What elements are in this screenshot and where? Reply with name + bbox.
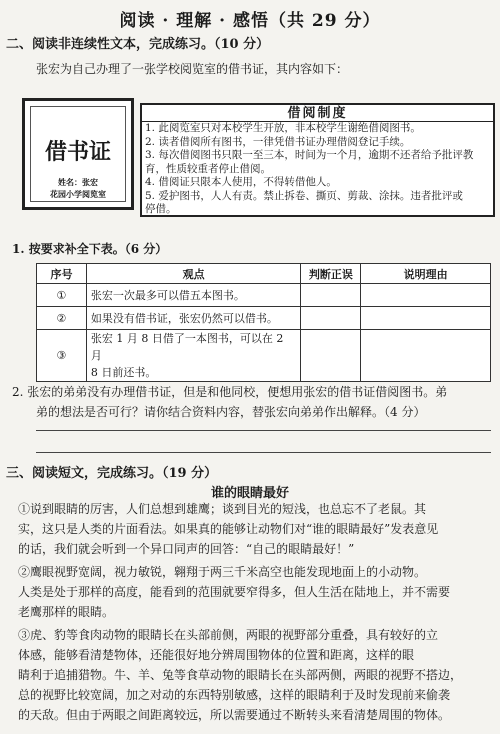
answer-line[interactable]	[36, 430, 491, 431]
article-line: ②鹰眼视野宽阔，视力敏锐，翱翔于两三千米高空也能发现地面上的小动物。	[18, 565, 427, 579]
article-line: 人类是处于那样的高度，能看到的范围就要窄得多，但人生活在陆地上，并不需要	[18, 585, 451, 599]
answer-table	[36, 263, 491, 382]
borrowing-rules-box	[140, 103, 495, 217]
question-1-label: 1. 按要求补全下表。（6 分）	[12, 242, 168, 256]
row-view: 张宏一次最多可以借五本图书。	[86, 284, 300, 307]
reason-blank[interactable]	[361, 307, 491, 330]
section3-heading: 三、阅读短文，完成练习。（19 分）	[6, 466, 218, 481]
article-line: 总的视野比较宽阔，加之对动的东西特别敏感，这样的眼睛利于及时发现前来偷袭	[18, 688, 451, 702]
judgement-blank[interactable]	[301, 284, 361, 307]
answer-line[interactable]	[36, 452, 491, 453]
row-view	[86, 330, 300, 382]
section2-intro: 张宏为自己办理了一张学校阅览室的借书证，其内容如下：	[36, 62, 349, 76]
article-line: ①说到眼睛的厉害，人们总想到雄鹰；谈到目光的短浅，也总忘不了老鼠。其	[18, 502, 427, 516]
judgement-blank[interactable]	[301, 330, 361, 382]
article-line: ③虎、豹等食肉动物的眼睛长在头部前侧，两眼的视野部分重叠，具有较好的立	[18, 628, 439, 642]
library-card-place: 花园小学阅览室	[50, 190, 106, 199]
row-number: ②	[37, 307, 87, 330]
table-header-row	[37, 264, 491, 284]
col-header-number: 序号	[37, 264, 87, 284]
row-view-line: 8 日前还书。	[90, 366, 157, 379]
judgement-blank[interactable]	[301, 307, 361, 330]
row-number: ③	[37, 330, 87, 382]
row-view-line: 张宏 1 月 8 日借了一本图书，可以在 2 月	[90, 332, 284, 362]
col-header-judgement: 判断正误	[301, 264, 361, 284]
rule-item: 3. 每次借阅图书只限一至三本，时间为一个月，逾期不还者给予批评教	[145, 149, 474, 161]
article-line: 老鹰那样的眼睛。	[18, 605, 115, 619]
rule-item: 2. 读者借阅所有图书，一律凭借书证办理借阅登记手续。	[145, 135, 411, 148]
reason-blank[interactable]	[361, 330, 491, 382]
section2-heading: 二、阅读非连续性文本，完成练习。（10 分）	[6, 37, 270, 52]
article-line: 的话，我们就会听到一个异口同声的回答：“自己的眼睛最好！”	[18, 542, 355, 556]
col-header-view: 观点	[86, 264, 300, 284]
library-card-title: 借书证	[44, 140, 111, 165]
page-title: 阅读 · 理解 · 感悟（共 29 分）	[119, 11, 381, 31]
reason-blank[interactable]	[361, 284, 491, 307]
rule-item: 5. 爱护图书，人人有责。禁止拆卷、撕页、剪裁、涂抹。违者批评或	[145, 189, 463, 202]
table-row	[37, 284, 491, 307]
table-row	[37, 330, 491, 382]
article-title: 谁的眼睛最好	[210, 486, 289, 501]
article-line: 的天敌。但由于两眼之间距离较远，所以需要通过不断转头来看清楚周围的物体。	[18, 708, 451, 722]
rule-item: 1. 此阅览室只对本校学生开放，非本校学生谢绝借阅图书。	[145, 122, 421, 134]
rule-item: 育，性质较重者停止借阅。	[145, 162, 271, 175]
rules-heading: 借阅制度	[142, 105, 493, 122]
article-line: 体感，能够看清楚物体，还能很好地分辨周围物体的位置和距离，这样的眼	[18, 648, 415, 662]
table-row	[37, 307, 491, 330]
library-card-name: 姓名：张宏	[58, 178, 98, 187]
library-card-border	[30, 106, 126, 202]
rule-item: 4. 借阅证只限本人使用，不得转借他人。	[145, 176, 337, 188]
article-line: 睛利于追捕猎物。牛、羊、兔等食草动物的眼睛长在头部两侧，两眼的视野不搭边，	[18, 668, 463, 682]
row-number: ①	[37, 284, 87, 307]
row-view: 如果没有借书证，张宏仍然可以借书。	[86, 307, 300, 330]
question-2-line: 弟的想法是否可行？请你结合资料内容，替张宏向弟弟作出解释。（4 分）	[36, 405, 426, 419]
question-2-line: 2. 张宏的弟弟没有办理借书证，但是和他同校，便想用张宏的借书证借阅图书。弟	[12, 385, 448, 399]
article-line: 实，这只是人类的片面看法。如果真的能够让动物们对“谁的眼睛最好”发表意见	[18, 522, 439, 536]
col-header-reason: 说明理由	[361, 264, 491, 284]
rule-item: 停借。	[145, 203, 177, 215]
library-card	[22, 98, 134, 210]
